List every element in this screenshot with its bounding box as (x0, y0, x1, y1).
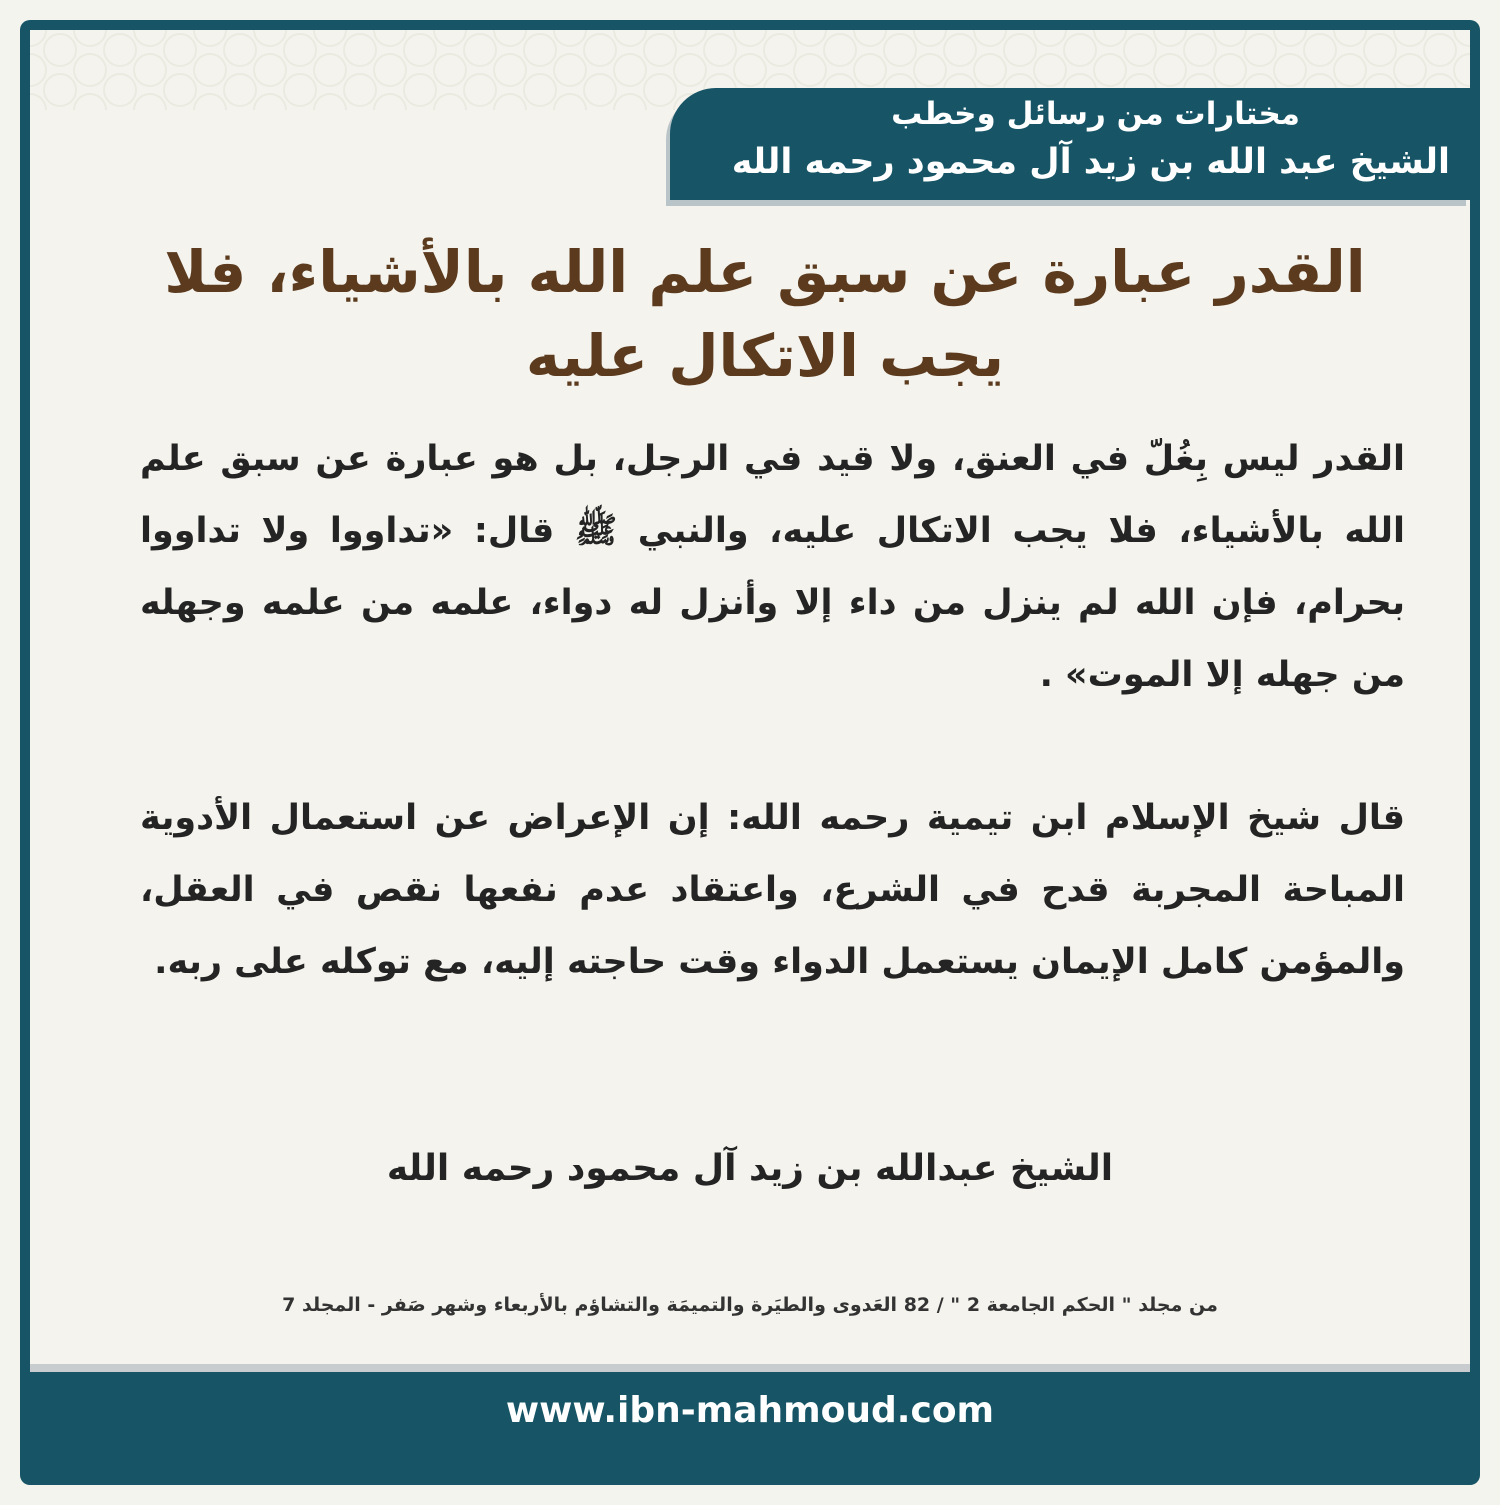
content-panel (30, 30, 1470, 1372)
website-link[interactable]: www.ibn-mahmoud.com (505, 1390, 995, 1431)
panel-bottom-shadow (30, 1364, 1470, 1372)
signature: الشيخ عبدالله بن زيد آل محمود رحمه الله (386, 1148, 1114, 1189)
source-citation: من مجلد " الحكم الجامعة 2 " / 82 العَدوى والطيَرة والتميمَة والتشاؤم بالأربعاء وشهر صَفر - المجلد 7 (282, 1294, 1218, 1316)
header-author: الشيخ عبد الله بن زيد آل محمود رحمه الله (731, 142, 1450, 182)
header-series-title: مختارات من رسائل وخطب (891, 96, 1300, 132)
card-frame (20, 20, 1480, 1485)
article-title: القدر عبارة عن سبق علم الله بالأشياء، فلا يجب الاتكال عليه (164, 238, 1366, 390)
header-ribbon (670, 88, 1470, 200)
paragraph-2: قال شيخ الإسلام ابن تيمية رحمه الله: إن الإعراض عن استعمال الأدوية المباحة المجربة قدح في الشرع، واعتقاد عدم نفعها نقص في العقل، والمؤمن كامل الإيمان يستعمل الدواء وقت حاجته إليه، مع توكله على ربه. (140, 798, 1405, 982)
paragraph-1: القدر ليس بِغُلّ في العنق، ولا قيد في الرجل، بل هو عبارة عن سبق علم الله بالأشياء، فلا يجب الاتكال عليه، والنبي ﷺ قال: «تداووا ولا تداووا بحرام، فإن الله لم ينزل من داء إلا وأنزل له دواء، علمه من علمه وجهله من جهله إلا الموت» . (140, 439, 1405, 695)
